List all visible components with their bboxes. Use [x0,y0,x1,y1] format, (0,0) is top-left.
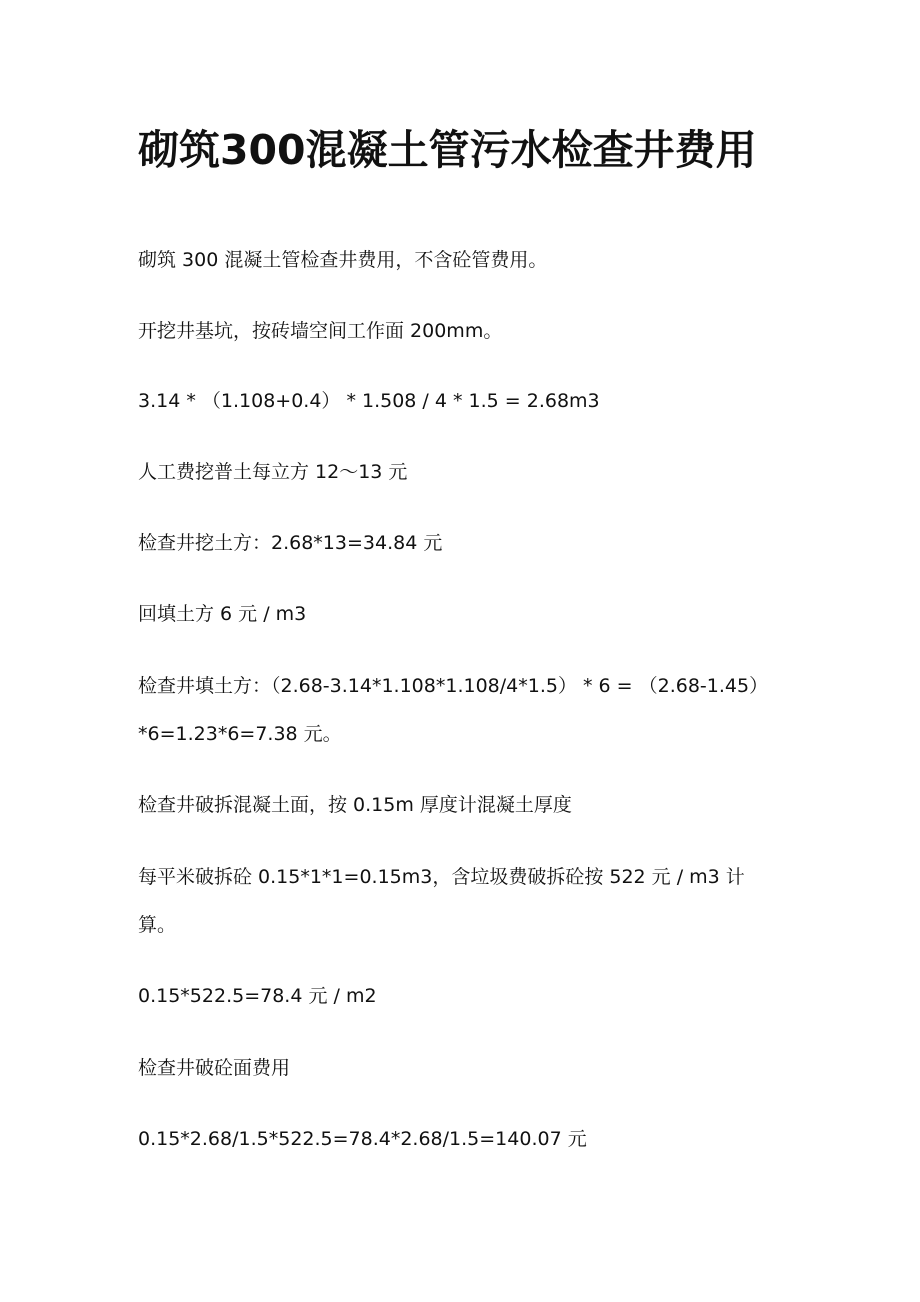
paragraph-surface-cost-formula: 0.15*2.68/1.5*522.5=78.4*2.68/1.5=140.07 元 [138,1128,587,1150]
paragraph-backfill-rate: 回填土方 6 元 / m3 [138,603,307,625]
paragraph-demolition-rate: 每平米破拆砼 0.15*1*1=0.15m3，含垃圾费破拆砼按 522 元 / m3 计 [138,866,745,888]
paragraph-volume-formula: 3.14 * （1.108+0.4） * 1.508 / 4 * 1.5 = 2.68m3 [138,390,600,412]
paragraph-backfill-result: *6=1.23*6=7.38 元。 [138,723,342,745]
paragraph-per-m2-cost: 0.15*522.5=78.4 元 / m2 [138,985,377,1007]
paragraph-scope: 砌筑 300 混凝土管检查井费用，不含砼管费用。 [138,249,548,271]
paragraph-labor-cost: 人工费挖普土每立方 12～13 元 [138,461,408,483]
paragraph-excavation-cost: 检查井挖土方：2.68*13=34.84 元 [138,532,443,554]
document-title: 砌筑300混凝土管污水检查井费用 [138,126,757,174]
paragraph-demolition-basis: 检查井破拆混凝土面，按 0.15m 厚度计混凝土厚度 [138,794,572,816]
paragraph-surface-cost-heading: 检查井破砼面费用 [138,1057,291,1079]
paragraph-demolition-rate-cont: 算。 [138,914,177,936]
paragraph-backfill-formula: 检查井填土方：（2.68-3.14*1.108*1.108/4*1.5） * 6 = （2.68-1.45） [138,675,769,697]
paragraph-excavation: 开挖井基坑，按砖墙空间工作面 200mm。 [138,320,503,342]
